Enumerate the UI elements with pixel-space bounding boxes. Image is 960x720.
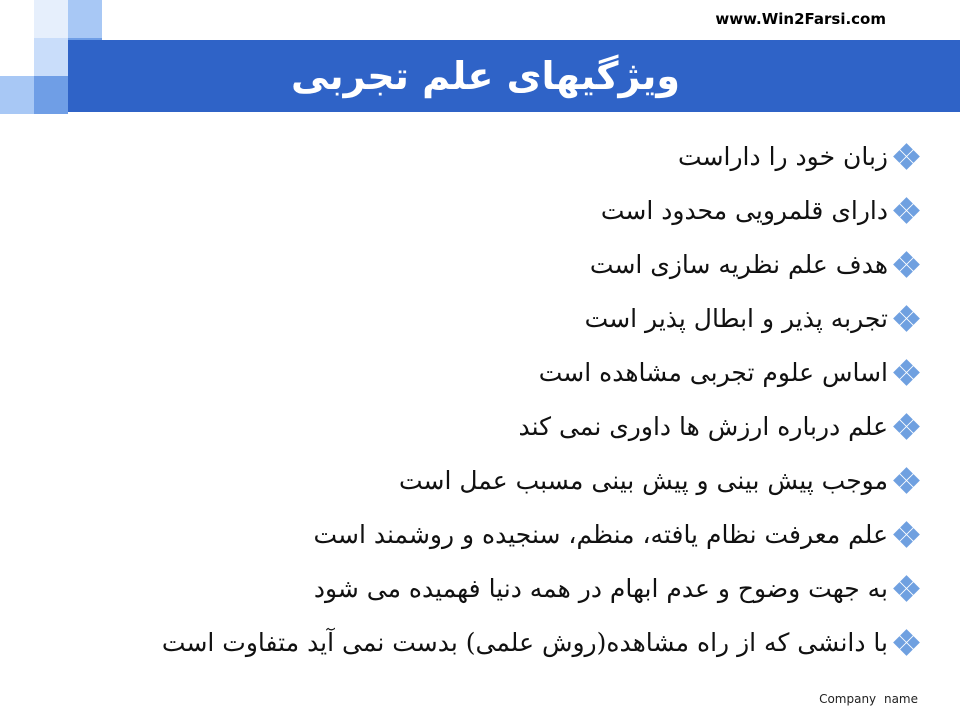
company-name-footer: Company name <box>819 692 918 706</box>
bullet-item <box>200 292 920 346</box>
decorative-square <box>34 76 68 114</box>
diamond-bullet-icon <box>894 252 920 278</box>
bullet-text: به جهت وضوح و عدم ابهام در همه دنیا فهمیده می شود <box>313 574 888 603</box>
bullet-item <box>200 346 920 400</box>
bullet-item <box>200 184 920 238</box>
bullet-text: اساس علوم تجربی مشاهده است <box>538 358 888 387</box>
bullet-text: موجب پیش بینی و پیش بینی مسبب عمل است <box>398 466 888 495</box>
bullet-text: با دانشی که از راه مشاهده(روش علمی) بدست نمی آید متفاوت است <box>161 628 888 657</box>
diamond-bullet-icon <box>894 360 920 386</box>
title-bar <box>68 40 960 112</box>
bullet-item <box>200 508 920 562</box>
bullet-text: علم معرفت نظام یافته، منظم، سنجیده و روشمند است <box>313 520 888 549</box>
diamond-bullet-icon <box>894 630 920 656</box>
bullet-text: هدف علم نظریه سازی است <box>589 250 888 279</box>
website-url: www.Win2Farsi.com <box>715 10 886 28</box>
bullet-item <box>200 562 920 616</box>
bullet-text: تجربه پذیر و ابطال پذیر است <box>584 304 888 333</box>
bullet-item <box>200 454 920 508</box>
decorative-square <box>34 38 68 76</box>
diamond-bullet-icon <box>894 198 920 224</box>
diamond-bullet-icon <box>894 522 920 548</box>
decorative-square <box>34 0 68 38</box>
diamond-bullet-icon <box>894 414 920 440</box>
diamond-bullet-icon <box>894 144 920 170</box>
slide-title: ویژگیهای علم تجربی <box>290 54 680 98</box>
decorative-square <box>0 76 34 114</box>
bullet-item <box>161 616 920 670</box>
bullet-text: علم درباره ارزش ها داوری نمی کند <box>518 412 888 441</box>
diamond-bullet-icon <box>894 576 920 602</box>
bullet-item <box>200 238 920 292</box>
bullet-item <box>200 130 920 184</box>
decorative-square <box>68 0 102 38</box>
diamond-bullet-icon <box>894 468 920 494</box>
bullet-item <box>200 400 920 454</box>
bullet-text: زبان خود را داراست <box>678 142 888 171</box>
diamond-bullet-icon <box>894 306 920 332</box>
bullet-text: دارای قلمرویی محدود است <box>600 196 888 225</box>
bullet-list <box>161 130 920 670</box>
